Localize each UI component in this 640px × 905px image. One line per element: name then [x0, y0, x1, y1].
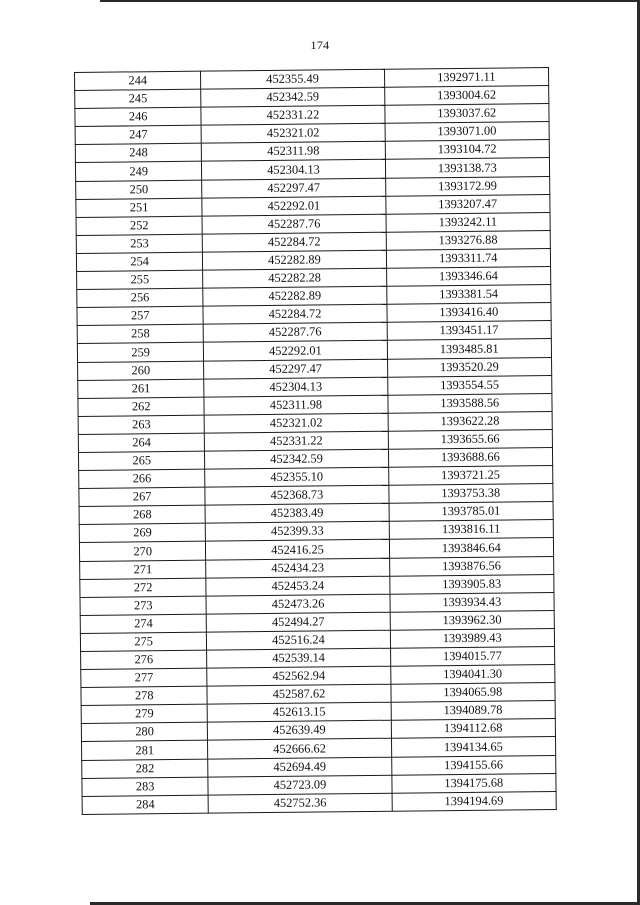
- x-coordinate-cell: 452282.89: [203, 286, 386, 306]
- x-coordinate-cell: 452368.73: [205, 485, 388, 505]
- y-coordinate-cell: 1393311.74: [386, 248, 551, 268]
- x-coordinate-cell: 452321.02: [204, 413, 387, 433]
- x-coordinate-cell: 452304.13: [202, 160, 385, 180]
- coordinates-table: [74, 67, 557, 815]
- y-coordinate-cell: 1393588.56: [387, 393, 552, 413]
- x-coordinate-cell: 452434.23: [206, 558, 389, 578]
- y-coordinate-cell: 1393071.00: [385, 122, 550, 142]
- point-number-cell: 252: [76, 216, 203, 235]
- y-coordinate-cell: 1393004.62: [384, 86, 549, 106]
- x-coordinate-cell: 452284.72: [203, 304, 386, 324]
- y-coordinate-cell: 1394065.98: [391, 683, 556, 703]
- y-coordinate-cell: 1393721.25: [388, 466, 553, 486]
- point-number-cell: 276: [81, 650, 208, 669]
- point-number-cell: 280: [81, 723, 208, 742]
- point-number-cell: 261: [78, 379, 205, 398]
- y-coordinate-cell: 1393876.56: [389, 556, 554, 576]
- point-number-cell: 256: [77, 288, 204, 307]
- point-number-cell: 257: [77, 306, 204, 325]
- point-number-cell: 267: [79, 487, 206, 506]
- y-coordinate-cell: 1393381.54: [386, 285, 551, 305]
- y-coordinate-cell: 1393655.66: [388, 429, 553, 449]
- x-coordinate-cell: 452311.98: [202, 142, 385, 162]
- point-number-cell: 262: [78, 397, 205, 416]
- x-coordinate-cell: 452297.47: [204, 359, 387, 379]
- point-number-cell: 258: [77, 324, 204, 343]
- y-coordinate-cell: 1393989.43: [390, 628, 555, 648]
- x-coordinate-cell: 452416.25: [206, 540, 389, 560]
- point-number-cell: 246: [75, 107, 202, 126]
- x-coordinate-cell: 452304.13: [204, 377, 387, 397]
- point-number-cell: 270: [79, 542, 206, 561]
- x-coordinate-cell: 452342.59: [205, 449, 388, 469]
- y-coordinate-cell: 1393037.62: [384, 104, 549, 124]
- point-number-cell: 265: [78, 451, 205, 470]
- table-body: [75, 68, 557, 815]
- y-coordinate-cell: 1394175.68: [391, 773, 556, 793]
- y-coordinate-cell: 1393934.43: [390, 592, 555, 612]
- y-coordinate-cell: 1393688.66: [388, 447, 553, 467]
- point-number-cell: 274: [80, 614, 207, 633]
- x-coordinate-cell: 452752.36: [208, 793, 391, 813]
- y-coordinate-cell: 1394194.69: [392, 791, 557, 811]
- point-number-cell: 249: [75, 162, 202, 181]
- point-number-cell: 247: [75, 125, 202, 144]
- y-coordinate-cell: 1393346.64: [386, 267, 551, 287]
- x-coordinate-cell: 452516.24: [207, 630, 390, 650]
- point-number-cell: 264: [78, 433, 205, 452]
- y-coordinate-cell: 1393172.99: [385, 176, 550, 196]
- y-coordinate-cell: 1393962.30: [390, 610, 555, 630]
- point-number-cell: 263: [78, 415, 205, 434]
- point-number-cell: 254: [76, 252, 203, 271]
- x-coordinate-cell: 452331.22: [205, 431, 388, 451]
- point-number-cell: 253: [76, 234, 203, 253]
- point-number-cell: 259: [77, 343, 204, 362]
- point-number-cell: 266: [79, 469, 206, 488]
- y-coordinate-cell: 1393451.17: [387, 321, 552, 341]
- y-coordinate-cell: 1393785.01: [389, 502, 554, 522]
- x-coordinate-cell: 452694.49: [208, 757, 391, 777]
- point-number-cell: 275: [80, 632, 207, 651]
- point-number-cell: 260: [78, 361, 205, 380]
- x-coordinate-cell: 452311.98: [204, 395, 387, 415]
- y-coordinate-cell: 1393846.64: [389, 538, 554, 558]
- point-number-cell: 271: [80, 560, 207, 579]
- y-coordinate-cell: 1393104.72: [385, 140, 550, 160]
- y-coordinate-cell: 1394112.68: [391, 719, 556, 739]
- y-coordinate-cell: 1393416.40: [387, 303, 552, 323]
- x-coordinate-cell: 452297.47: [202, 178, 385, 198]
- x-coordinate-cell: 452331.22: [201, 105, 384, 125]
- x-coordinate-cell: 452284.72: [203, 232, 386, 252]
- x-coordinate-cell: 452383.49: [205, 503, 388, 523]
- x-coordinate-cell: 452562.94: [207, 666, 390, 686]
- y-coordinate-cell: 1393753.38: [388, 484, 553, 504]
- x-coordinate-cell: 452453.24: [206, 576, 389, 596]
- x-coordinate-cell: 452639.49: [208, 721, 391, 741]
- y-coordinate-cell: 1393554.55: [387, 375, 552, 395]
- y-coordinate-cell: 1394015.77: [390, 646, 555, 666]
- point-number-cell: 281: [82, 741, 209, 760]
- scan-edge-top: [100, 0, 640, 2]
- y-coordinate-cell: 1393207.47: [385, 194, 550, 214]
- point-number-cell: 248: [75, 144, 202, 163]
- point-number-cell: 255: [77, 270, 204, 289]
- point-number-cell: 250: [76, 180, 203, 199]
- y-coordinate-cell: 1394089.78: [391, 701, 556, 721]
- y-coordinate-cell: 1393622.28: [388, 411, 553, 431]
- y-coordinate-cell: 1394155.66: [391, 755, 556, 775]
- point-number-cell: 277: [81, 668, 208, 687]
- y-coordinate-cell: 1393520.29: [387, 357, 552, 377]
- x-coordinate-cell: 452399.33: [206, 522, 389, 542]
- y-coordinate-cell: 1393485.81: [387, 339, 552, 359]
- point-number-cell: 278: [81, 686, 208, 705]
- page-number: 174: [310, 38, 330, 52]
- x-coordinate-cell: 452355.10: [205, 467, 388, 487]
- x-coordinate-cell: 452613.15: [208, 702, 391, 722]
- point-number-cell: 251: [76, 198, 203, 217]
- y-coordinate-cell: 1393138.73: [385, 158, 550, 178]
- point-number-cell: 284: [82, 795, 209, 814]
- x-coordinate-cell: 452539.14: [207, 648, 390, 668]
- x-coordinate-cell: 452292.01: [202, 196, 385, 216]
- x-coordinate-cell: 452355.49: [201, 69, 384, 89]
- x-coordinate-cell: 452494.27: [207, 612, 390, 632]
- x-coordinate-cell: 452287.76: [204, 323, 387, 343]
- x-coordinate-cell: 452282.28: [203, 268, 386, 288]
- x-coordinate-cell: 452342.59: [201, 87, 384, 107]
- point-number-cell: 279: [81, 704, 208, 723]
- point-number-cell: 269: [79, 523, 206, 542]
- x-coordinate-cell: 452666.62: [208, 739, 391, 759]
- x-coordinate-cell: 452723.09: [208, 775, 391, 795]
- x-coordinate-cell: 452587.62: [207, 684, 390, 704]
- point-number-cell: 283: [82, 777, 209, 796]
- point-number-cell: 244: [75, 71, 202, 90]
- y-coordinate-cell: 1394041.30: [390, 665, 555, 685]
- point-number-cell: 268: [79, 505, 206, 524]
- y-coordinate-cell: 1393905.83: [389, 574, 554, 594]
- point-number-cell: 273: [80, 596, 207, 615]
- y-coordinate-cell: 1393816.11: [389, 520, 554, 540]
- point-number-cell: 282: [82, 759, 209, 778]
- y-coordinate-cell: 1394134.65: [391, 737, 556, 757]
- x-coordinate-cell: 452287.76: [202, 214, 385, 234]
- y-coordinate-cell: 1393276.88: [386, 230, 551, 250]
- x-coordinate-cell: 452282.89: [203, 250, 386, 270]
- point-number-cell: 245: [75, 89, 202, 108]
- y-coordinate-cell: 1393242.11: [386, 212, 551, 232]
- point-number-cell: 272: [80, 578, 207, 597]
- x-coordinate-cell: 452292.01: [204, 341, 387, 361]
- x-coordinate-cell: 452321.02: [201, 124, 384, 144]
- x-coordinate-cell: 452473.26: [206, 594, 389, 614]
- y-coordinate-cell: 1392971.11: [384, 68, 549, 88]
